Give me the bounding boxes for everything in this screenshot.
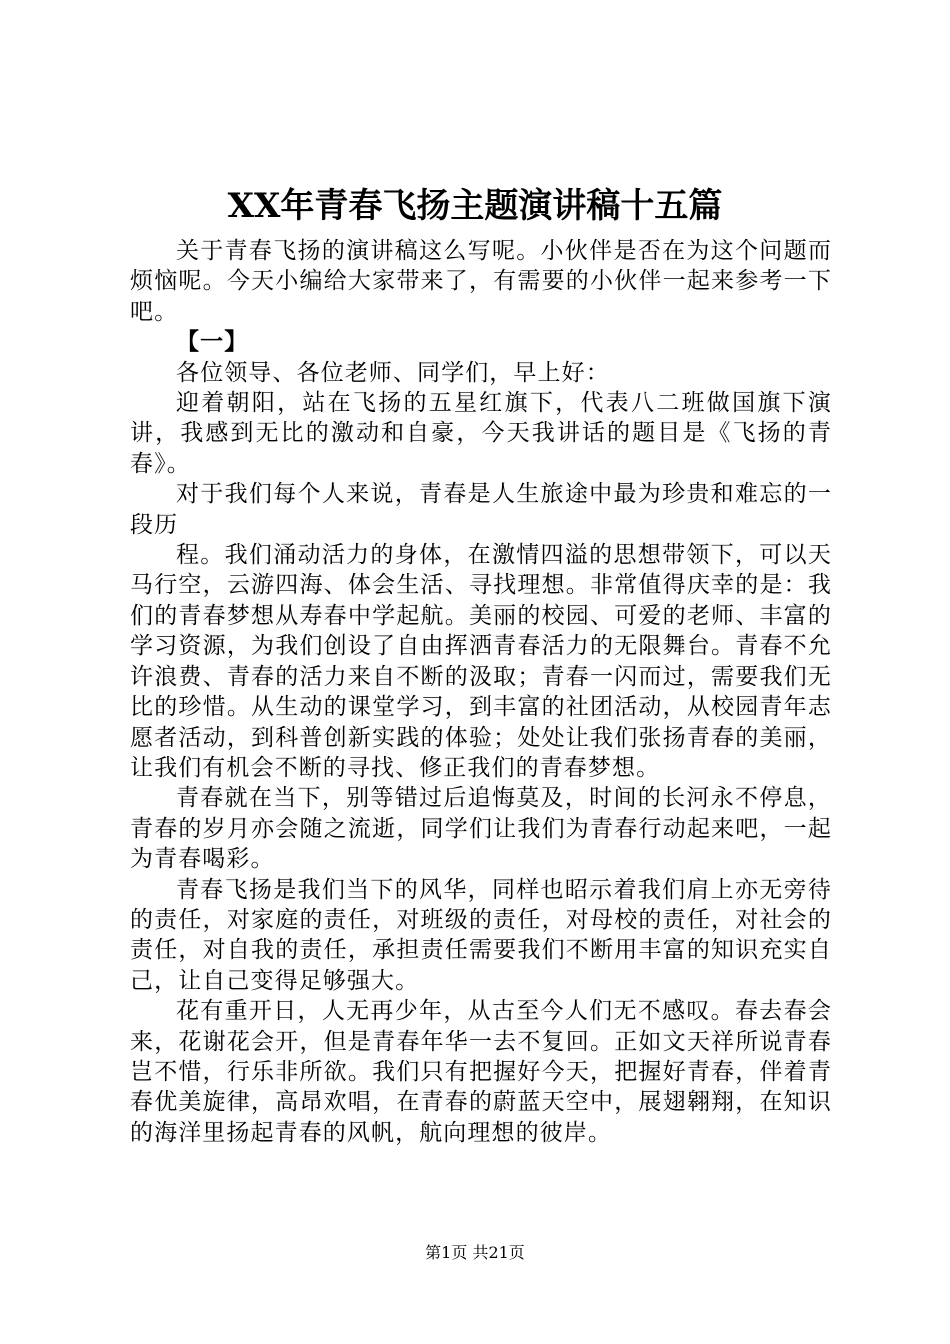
section-heading: 【一】 xyxy=(176,328,249,356)
paragraph: 青春飞扬是我们当下的风华，同样也昭示着我们肩上亦无旁待的责任，对家庭的责任，对班级的责任，对母校的责任，对社会的责任，对自我的责任，承担责任需要我们不断用丰富的知识充实自己，让自己变得足够强大。 xyxy=(130,876,832,994)
page-footer: 第1页 共21页 xyxy=(425,1243,525,1262)
paragraph: 迎着朝阳，站在飞扬的五星红旗下，代表八二班做国旗下演讲，我感到无比的激动和自豪，今天我讲话的题目是《飞扬的青春》。 xyxy=(130,390,832,477)
paragraph-intro: 关于青春飞扬的演讲稿这么写呢。小伙伴是否在为这个问题而烦恼呢。今天小编给大家带来了，有需要的小伙伴一起来参考一下吧。 xyxy=(130,238,832,325)
document-body xyxy=(130,236,832,1148)
paragraph: 花有重开日，人无再少年，从古至今人们无不感叹。春去春会来，花谢花会开，但是青春年华一去不复回。正如文天祥所说青春岂不惜，行乐非所欲。我们只有把握好今天，把握好青春，伴着青春优美旋律，高昂欢唱，在青春的蔚蓝天空中，展翅翱翔，在知识的海洋里扬起青春的风帆，航向理想的彼岸。 xyxy=(130,998,832,1146)
paragraph: 青春就在当下，别等错过后追悔莫及，时间的长河永不停息，青春的岁月亦会随之流逝，同学们让我们为青春行动起来吧，一起为青春喝彩。 xyxy=(130,785,832,873)
paragraph: 对于我们每个人来说，青春是人生旅途中最为珍贵和难忘的一段历 xyxy=(130,481,832,538)
paragraph-greeting: 各位领导、各位老师、同学们，早上好： xyxy=(176,359,610,386)
paragraph: 程。我们涌动活力的身体，在激情四溢的思想带领下，可以天马行空，云游四海、体会生活、寻找理想。非常值得庆幸的是：我们的青春梦想从寿春中学起航。美丽的校园、可爱的老师、丰富的学习资源，为我们创设了自由挥洒青春活力的无限舞台。青春不允许浪费、青春的活力来自不断的汲取；青春一闪而过，需要我们无比的珍惜。从生动的课堂学习，到丰富的社团活动，从校园青年志愿者活动，到科普创新实践的体验；处处让我们张扬青春的美丽，让我们有机会不断的寻找、修正我们的青春梦想。 xyxy=(130,542,832,781)
document-title: XX年青春飞扬主题演讲稿十五篇 xyxy=(227,186,723,226)
